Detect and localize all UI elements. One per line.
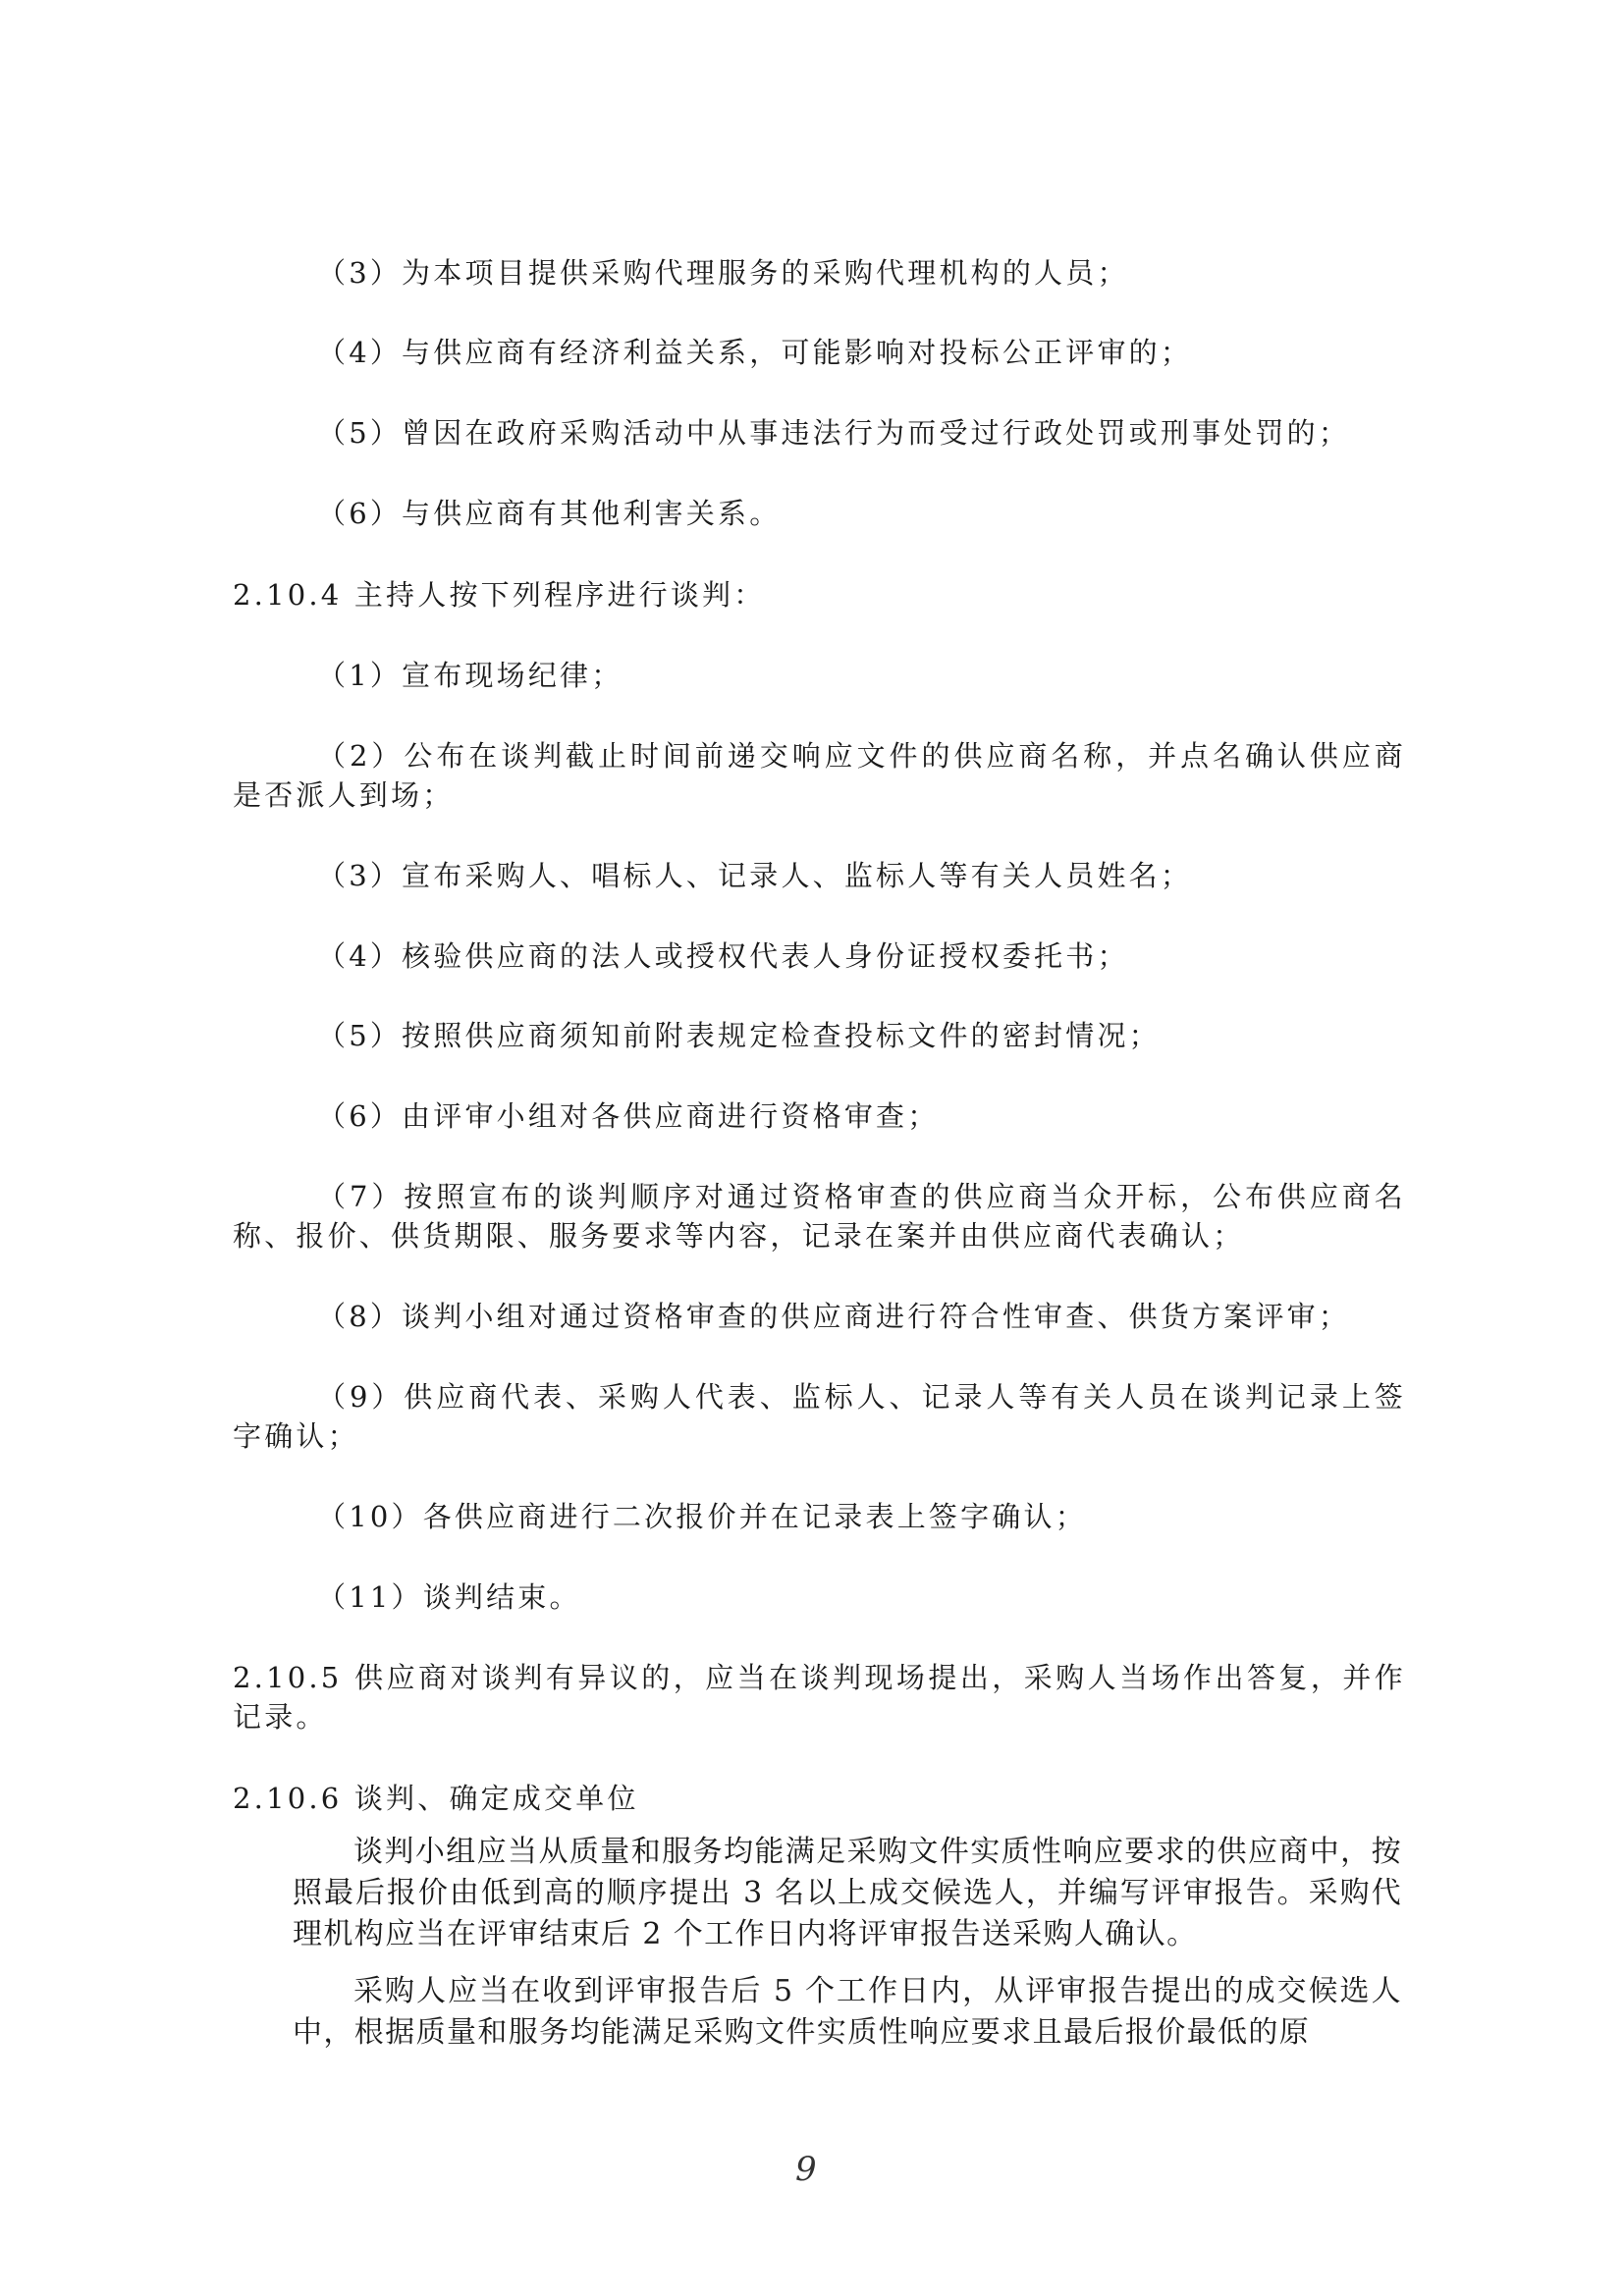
item-3-exclusion: （3）为本项目提供采购代理服务的采购代理机构的人员；	[317, 256, 1129, 290]
procedure-step-10: （10）各供应商进行二次报价并在记录表上签字确认；	[317, 1500, 1087, 1533]
procedure-step-8: （8）谈判小组对通过资格审查的供应商进行符合性审查、供货方案评审；	[317, 1300, 1351, 1333]
paragraph-purchaser-text: 采购人应当在收到评审报告后 5 个工作日内，从评审报告提出的成交候选人中，根据质量和服务均能满足采购文件实质性响应要求且最后报价最低的原	[293, 1974, 1402, 2050]
procedure-step-5: （5）按照供应商须知前附表规定检查投标文件的密封情况；	[317, 1019, 1161, 1052]
procedure-step-4: （4）核验供应商的法人或授权代表人身份证授权委托书；	[317, 939, 1129, 973]
section-2-10-5: 2.10.5 供应商对谈判有异议的，应当在谈判现场提出，采购人当场作出答复，并作记录。	[233, 1661, 1406, 1734]
section-2-10-6-heading: 2.10.6 谈判、确定成交单位	[233, 1782, 639, 1815]
procedure-step-7: （7）按照宣布的谈判顺序对通过资格审查的供应商当众开标，公布供应商名称、报价、供货期限、服务要求等内容，记录在案并由供应商代表确认；	[233, 1180, 1406, 1253]
item-5-exclusion: （5）曾因在政府采购活动中从事违法行为而受过行政处罚或刑事处罚的；	[317, 416, 1351, 450]
paragraph-purchaser	[293, 1971, 1402, 2054]
paragraph-negotiation-team	[293, 1832, 1402, 1955]
page-number: 9	[795, 2150, 817, 2189]
procedure-step-11: （11）谈判结束。	[317, 1580, 581, 1614]
procedure-step-1: （1）宣布现场纪律；	[317, 659, 623, 692]
procedure-step-9: （9）供应商代表、采购人代表、监标人、记录人等有关人员在谈判记录上签字确认；	[233, 1380, 1406, 1453]
procedure-step-2: （2）公布在谈判截止时间前递交响应文件的供应商名称，并点名确认供应商是否派人到场；	[233, 739, 1406, 812]
item-6-exclusion: （6）与供应商有其他利害关系。	[317, 497, 782, 530]
procedure-step-3: （3）宣布采购人、唱标人、记录人、监标人等有关人员姓名；	[317, 859, 1193, 892]
section-2-10-4-heading: 2.10.4 主持人按下列程序进行谈判：	[233, 578, 766, 612]
paragraph-negotiation-team-text: 谈判小组应当从质量和服务均能满足采购文件实质性响应要求的供应商中，按照最后报价由低到高的顺序提出 3 名以上成交候选人，并编写评审报告。采购代理机构应当在评审结束后 2 个工作日内将评审报告送采购人确认。	[293, 1835, 1402, 1951]
procedure-step-6: （6）由评审小组对各供应商进行资格审查；	[317, 1099, 940, 1133]
item-4-exclusion: （4）与供应商有经济利益关系，可能影响对投标公正评审的；	[317, 336, 1193, 369]
